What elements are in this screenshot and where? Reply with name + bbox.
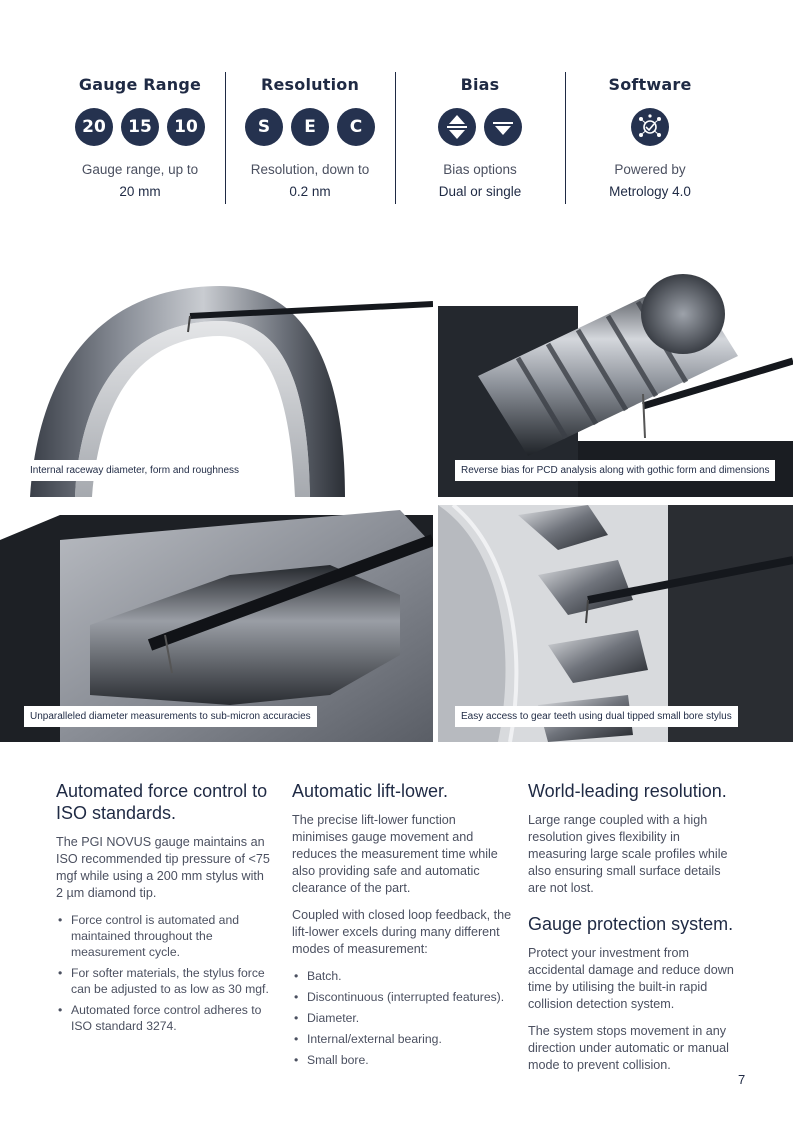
section-heading: World-leading resolution. bbox=[528, 781, 727, 801]
badge-row bbox=[395, 108, 565, 146]
spec-software bbox=[565, 70, 735, 206]
section-body: The system stops movement in any direction under automatic or manual mode to prevent collision. bbox=[528, 1024, 729, 1072]
badge-row bbox=[55, 108, 225, 146]
photo-caption: Easy access to gear teeth using dual tipped small bore stylus bbox=[455, 706, 738, 727]
resolution-e-badge: E bbox=[291, 108, 329, 146]
section-body: The PGI NOVUS gauge maintains an ISO recommended tip pressure of <75 mgf while using a 200 mm stylus with 2 µm diamond tip. bbox=[56, 835, 270, 900]
spec-value: Metrology 4.0 bbox=[609, 184, 691, 199]
spec-strip bbox=[55, 70, 735, 206]
spec-label: Resolution, down to bbox=[250, 162, 370, 177]
list-item: • Diameter. bbox=[292, 1010, 512, 1026]
list-item: • For softer materials, the stylus force can be adjusted to as low as 30 mgf. bbox=[56, 965, 271, 997]
section-heading: Automatic lift-lower. bbox=[292, 781, 449, 801]
spec-value: 0.2 nm bbox=[289, 184, 331, 199]
page-number: 7 bbox=[738, 1072, 746, 1087]
range-10-badge: 10 bbox=[167, 108, 205, 146]
spec-label: Powered by bbox=[614, 162, 686, 177]
photo-caption: Reverse bias for PCD analysis along with gothic form and dimensions bbox=[455, 460, 775, 481]
badge-row bbox=[565, 108, 735, 146]
list-item: • Small bore. bbox=[292, 1052, 512, 1068]
spec-label: Gauge range, up to bbox=[81, 162, 199, 177]
single-bias-icon bbox=[484, 108, 522, 146]
list-item: • Batch. bbox=[292, 968, 512, 984]
threaded-shaft-photo bbox=[438, 266, 793, 497]
spec-bias bbox=[395, 70, 565, 206]
list-item: • Discontinuous (interrupted features). bbox=[292, 989, 512, 1005]
resolution-c-badge: C bbox=[337, 108, 375, 146]
resolution-s-badge: S bbox=[245, 108, 283, 146]
photo-caption: Unparalleled diameter measurements to sub-micron accuracies bbox=[24, 706, 317, 727]
section-heading: Gauge protection system. bbox=[528, 914, 734, 934]
gear-teeth-photo bbox=[438, 505, 793, 742]
lift-lower-column bbox=[292, 780, 512, 1073]
stepped-bore-photo bbox=[0, 505, 433, 742]
photo-caption: Internal raceway diameter, form and roughness bbox=[24, 460, 245, 481]
spec-label: Bias options bbox=[443, 162, 517, 177]
bullet-list bbox=[292, 968, 512, 1068]
spec-title: Resolution bbox=[260, 75, 360, 94]
section-heading: Automated force control to ISO standards. bbox=[56, 781, 268, 823]
raceway-ring-photo bbox=[0, 266, 433, 497]
section-body: The precise lift-lower function minimises gauge movement and reduces the measurement time while also providing safe and automatic clearance of the part. bbox=[292, 813, 498, 895]
spec-value: 20 mm bbox=[119, 184, 161, 199]
spec-title: Software bbox=[608, 75, 692, 94]
bullet-list bbox=[56, 912, 271, 1034]
list-item: • Force control is automated and maintained throughout the measurement cycle. bbox=[56, 912, 271, 960]
list-item: • Automated force control adheres to ISO standard 3274. bbox=[56, 1002, 271, 1034]
spec-gauge-range bbox=[55, 70, 225, 206]
badge-row bbox=[225, 108, 395, 146]
range-15-badge: 15 bbox=[121, 108, 159, 146]
metrology-network-icon bbox=[631, 108, 669, 146]
spec-resolution bbox=[225, 70, 395, 206]
resolution-protection-column bbox=[528, 780, 738, 1084]
spec-value: Dual or single bbox=[438, 184, 522, 199]
dual-bias-icon bbox=[438, 108, 476, 146]
range-20-badge: 20 bbox=[75, 108, 113, 146]
spec-title: Gauge Range bbox=[78, 75, 202, 94]
section-body: Protect your investment from accidental damage and reduce down time by utilising the built-in rapid collision detection system. bbox=[528, 946, 734, 1011]
section-body: Large range coupled with a high resolution gives flexibility in measuring large scale profiles while also ensuring small surface details are not lost. bbox=[528, 813, 728, 895]
section-body: Coupled with closed loop feedback, the lift-lower excels during many different modes of measurement: bbox=[292, 908, 512, 956]
list-item: • Internal/external bearing. bbox=[292, 1031, 512, 1047]
spec-title: Bias bbox=[460, 75, 500, 94]
force-control-column bbox=[56, 780, 271, 1039]
